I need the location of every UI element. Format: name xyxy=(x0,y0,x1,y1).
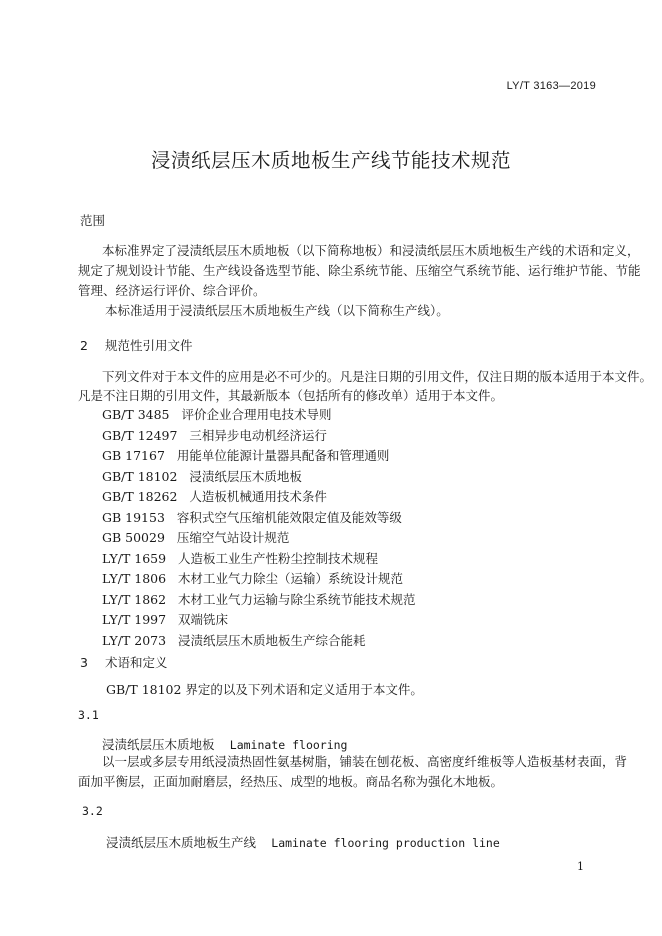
scope-paragraph-line-3: 管理、经济运行评价、综合评价。 xyxy=(78,283,266,298)
reference-separator xyxy=(165,530,177,545)
reference-separator xyxy=(165,510,177,525)
section-title: 术语和定义 xyxy=(105,655,168,670)
reference-code: GB/T 18102 xyxy=(102,468,178,484)
reference-item xyxy=(102,549,378,567)
reference-item xyxy=(102,508,402,526)
reference-item xyxy=(102,631,366,649)
reference-title: 人造板机械通用技术条件 xyxy=(189,489,327,504)
standard-code: LY/T 3163—2019 xyxy=(506,80,596,92)
reference-item xyxy=(102,426,327,444)
term-english: Laminate flooring xyxy=(229,738,348,752)
reference-item xyxy=(102,446,389,464)
reference-code: GB/T 18262 xyxy=(102,489,178,504)
reference-code: GB 19153 xyxy=(102,509,165,525)
term-3-1-number: 3.1 xyxy=(78,708,99,722)
page-number: 1 xyxy=(577,860,584,873)
reference-item xyxy=(102,405,331,423)
reference-item xyxy=(102,610,228,628)
reference-separator xyxy=(166,612,178,627)
reference-title: 浸渍纸层压木质地板 xyxy=(189,468,302,484)
term-3-2-number: 3.2 xyxy=(82,804,103,818)
reference-code: GB/T 3485 xyxy=(102,407,170,422)
reference-separator xyxy=(177,469,189,484)
reference-title: 人造板工业生产性粉尘控制技术规程 xyxy=(178,550,379,566)
section-title: 规范性引用文件 xyxy=(105,338,193,353)
reference-title: 用能单位能源计量器具配备和管理通则 xyxy=(176,448,390,463)
reference-separator xyxy=(177,489,189,504)
reference-separator xyxy=(177,428,189,443)
section-number: 2 xyxy=(80,338,88,353)
reference-item xyxy=(102,528,289,546)
section-number: 3 xyxy=(80,655,88,670)
reference-separator xyxy=(165,448,177,463)
reference-code: LY/T 1862 xyxy=(102,591,167,607)
section-2-heading xyxy=(80,336,193,354)
reference-title: 浸渍纸层压木质地板生产综合能耗 xyxy=(178,632,366,648)
reference-title: 容积式空气压缩机能效限定值及能效等级 xyxy=(176,509,402,525)
term-chinese: 浸渍纸层压木质地板 xyxy=(102,737,215,752)
reference-title: 双端铣床 xyxy=(178,612,229,627)
reference-code: GB/T 12497 xyxy=(102,427,178,443)
reference-separator xyxy=(166,633,178,648)
reference-item xyxy=(102,590,416,608)
section-1-heading: 范围 xyxy=(80,213,106,228)
reference-code: LY/T 1997 xyxy=(102,612,167,627)
reference-item xyxy=(102,569,403,587)
term-3-1-heading xyxy=(102,734,347,753)
term-3-1-definition-line-1: 以一层或多层专用纸浸渍热固性氨基树脂，铺装在刨花板、高密度纤维板等人造板基材表面，背 xyxy=(102,754,628,769)
reference-title: 木材工业气力除尘（运输）系统设计规范 xyxy=(178,571,404,586)
reference-code: LY/T 2073 xyxy=(102,632,167,648)
reference-separator xyxy=(166,551,178,566)
reference-title: 木材工业气力运输与除尘系统节能技术规范 xyxy=(178,591,416,607)
reference-title: 评价企业合理用电技术导则 xyxy=(181,407,332,422)
scope-paragraph-line-2: 规定了规划设计节能、生产线设备选型节能、除尘系统节能、压缩空气系统节能、运行维护节能、节能 xyxy=(78,263,641,278)
scope-paragraph-line-1: 本标准界定了浸渍纸层压木质地板（以下简称地板）和浸渍纸层压木质地板生产线的术语和定义， xyxy=(102,243,640,258)
scope-applicability: 本标准适用于浸渍纸层压木质地板生产线（以下简称生产线）。 xyxy=(105,303,449,318)
reference-item xyxy=(102,467,302,485)
term-3-1-definition-line-2: 面加平衡层，正面加耐磨层，经热压、成型的地板。商品名称为强化木地板。 xyxy=(78,774,504,789)
reference-separator xyxy=(170,407,182,422)
reference-separator xyxy=(166,592,178,607)
normative-intro-line-1: 下列文件对于本文件的应用是必不可少的。凡是注日期的引用文件，仅注日期的版本适用于本文件。 xyxy=(102,369,653,384)
reference-code: LY/T 1806 xyxy=(102,571,167,586)
terms-intro: GB/T 18102 界定的以及下列术语和定义适用于本文件。 xyxy=(106,682,423,697)
normative-intro-line-2: 凡是不注日期的引用文件，其最新版本（包括所有的修改单）适用于本文件。 xyxy=(78,388,504,403)
reference-code: LY/T 1659 xyxy=(102,550,167,566)
reference-title: 压缩空气站设计规范 xyxy=(176,530,290,545)
term-english: Laminate flooring production line xyxy=(271,836,500,850)
term-3-2-heading xyxy=(106,832,500,851)
section-3-heading xyxy=(80,653,168,671)
reference-title: 三相异步电动机经济运行 xyxy=(189,427,327,443)
reference-code: GB 17167 xyxy=(102,448,165,463)
reference-separator xyxy=(166,571,178,586)
document-title: 浸渍纸层压木质地板生产线节能技术规范 xyxy=(150,149,511,172)
reference-item xyxy=(102,487,327,505)
term-chinese: 浸渍纸层压木质地板生产线 xyxy=(106,835,257,850)
reference-code: GB 50029 xyxy=(102,530,165,545)
